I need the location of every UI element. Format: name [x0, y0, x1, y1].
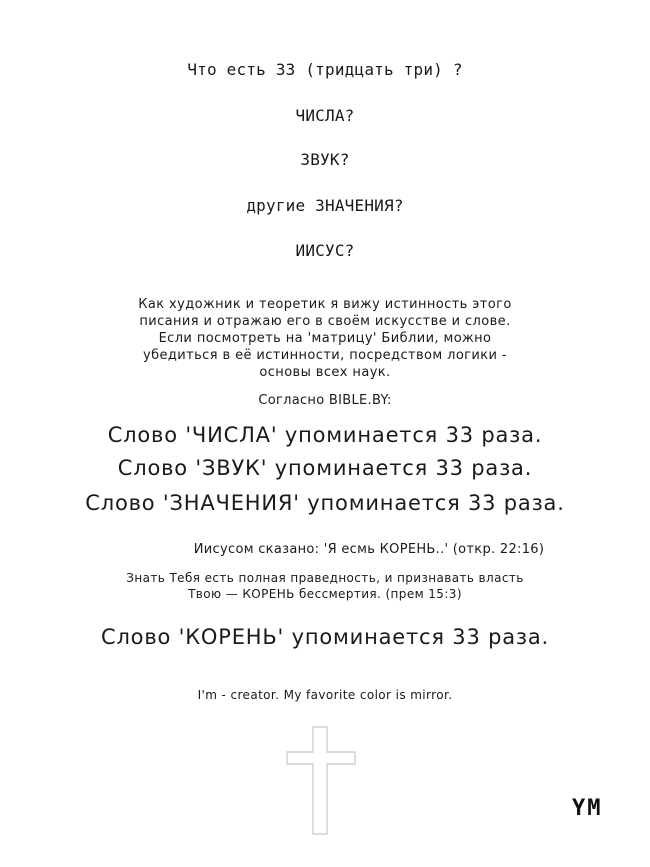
statement-sound: Слово 'ЗВУК' упоминается 33 раза. [117, 456, 533, 480]
source-label: Согласно BIBLE.BY: [258, 393, 392, 408]
artist-statement-line: писания и отражаю его в своём искусстве и слове. [139, 314, 511, 329]
artist-statement-line: убедиться в её истинности, посредством логики - [143, 348, 507, 363]
question-jesus: ИИСУС? [295, 241, 355, 260]
artist-statement-line: Как художник и теоретик я вижу истинность этого [138, 297, 512, 312]
artist-statement-line: основы всех наук. [259, 365, 391, 380]
quote-revelation: Иисусом сказано: 'Я есмь КОРЕНЬ..' (откр. 22:16) [193, 542, 545, 557]
question-numbers: ЧИСЛА? [295, 106, 355, 125]
signature: YM [572, 796, 603, 821]
statement-numbers: Слово 'ЧИСЛА' упоминается 33 раза. [107, 423, 543, 447]
artist-statement-line: Если посмотреть на 'матрицу' Библии, можно [158, 331, 492, 346]
artist-statement [80, 296, 570, 381]
statement-meanings: Слово 'ЗНАЧЕНИЯ' упоминается 33 раза. [85, 491, 565, 515]
quote-wisdom-line1: Знать Тебя есть полная праведность, и признавать власть [126, 571, 524, 585]
statement-root: Слово 'КОРЕНЬ' упоминается 33 раза. [100, 625, 550, 649]
cross-icon [285, 726, 357, 836]
quote-wisdom-line2: Твою — КОРЕНЬ бессмертия. (прем 15:3) [188, 587, 462, 601]
question-sound: ЗВУК? [300, 150, 350, 169]
question-meanings: другие ЗНАЧЕНИЯ? [246, 196, 404, 215]
question-33: Что есть 33 (тридцать три) ? [187, 60, 463, 79]
motto: I'm - creator. My favorite color is mirror. [197, 688, 453, 702]
